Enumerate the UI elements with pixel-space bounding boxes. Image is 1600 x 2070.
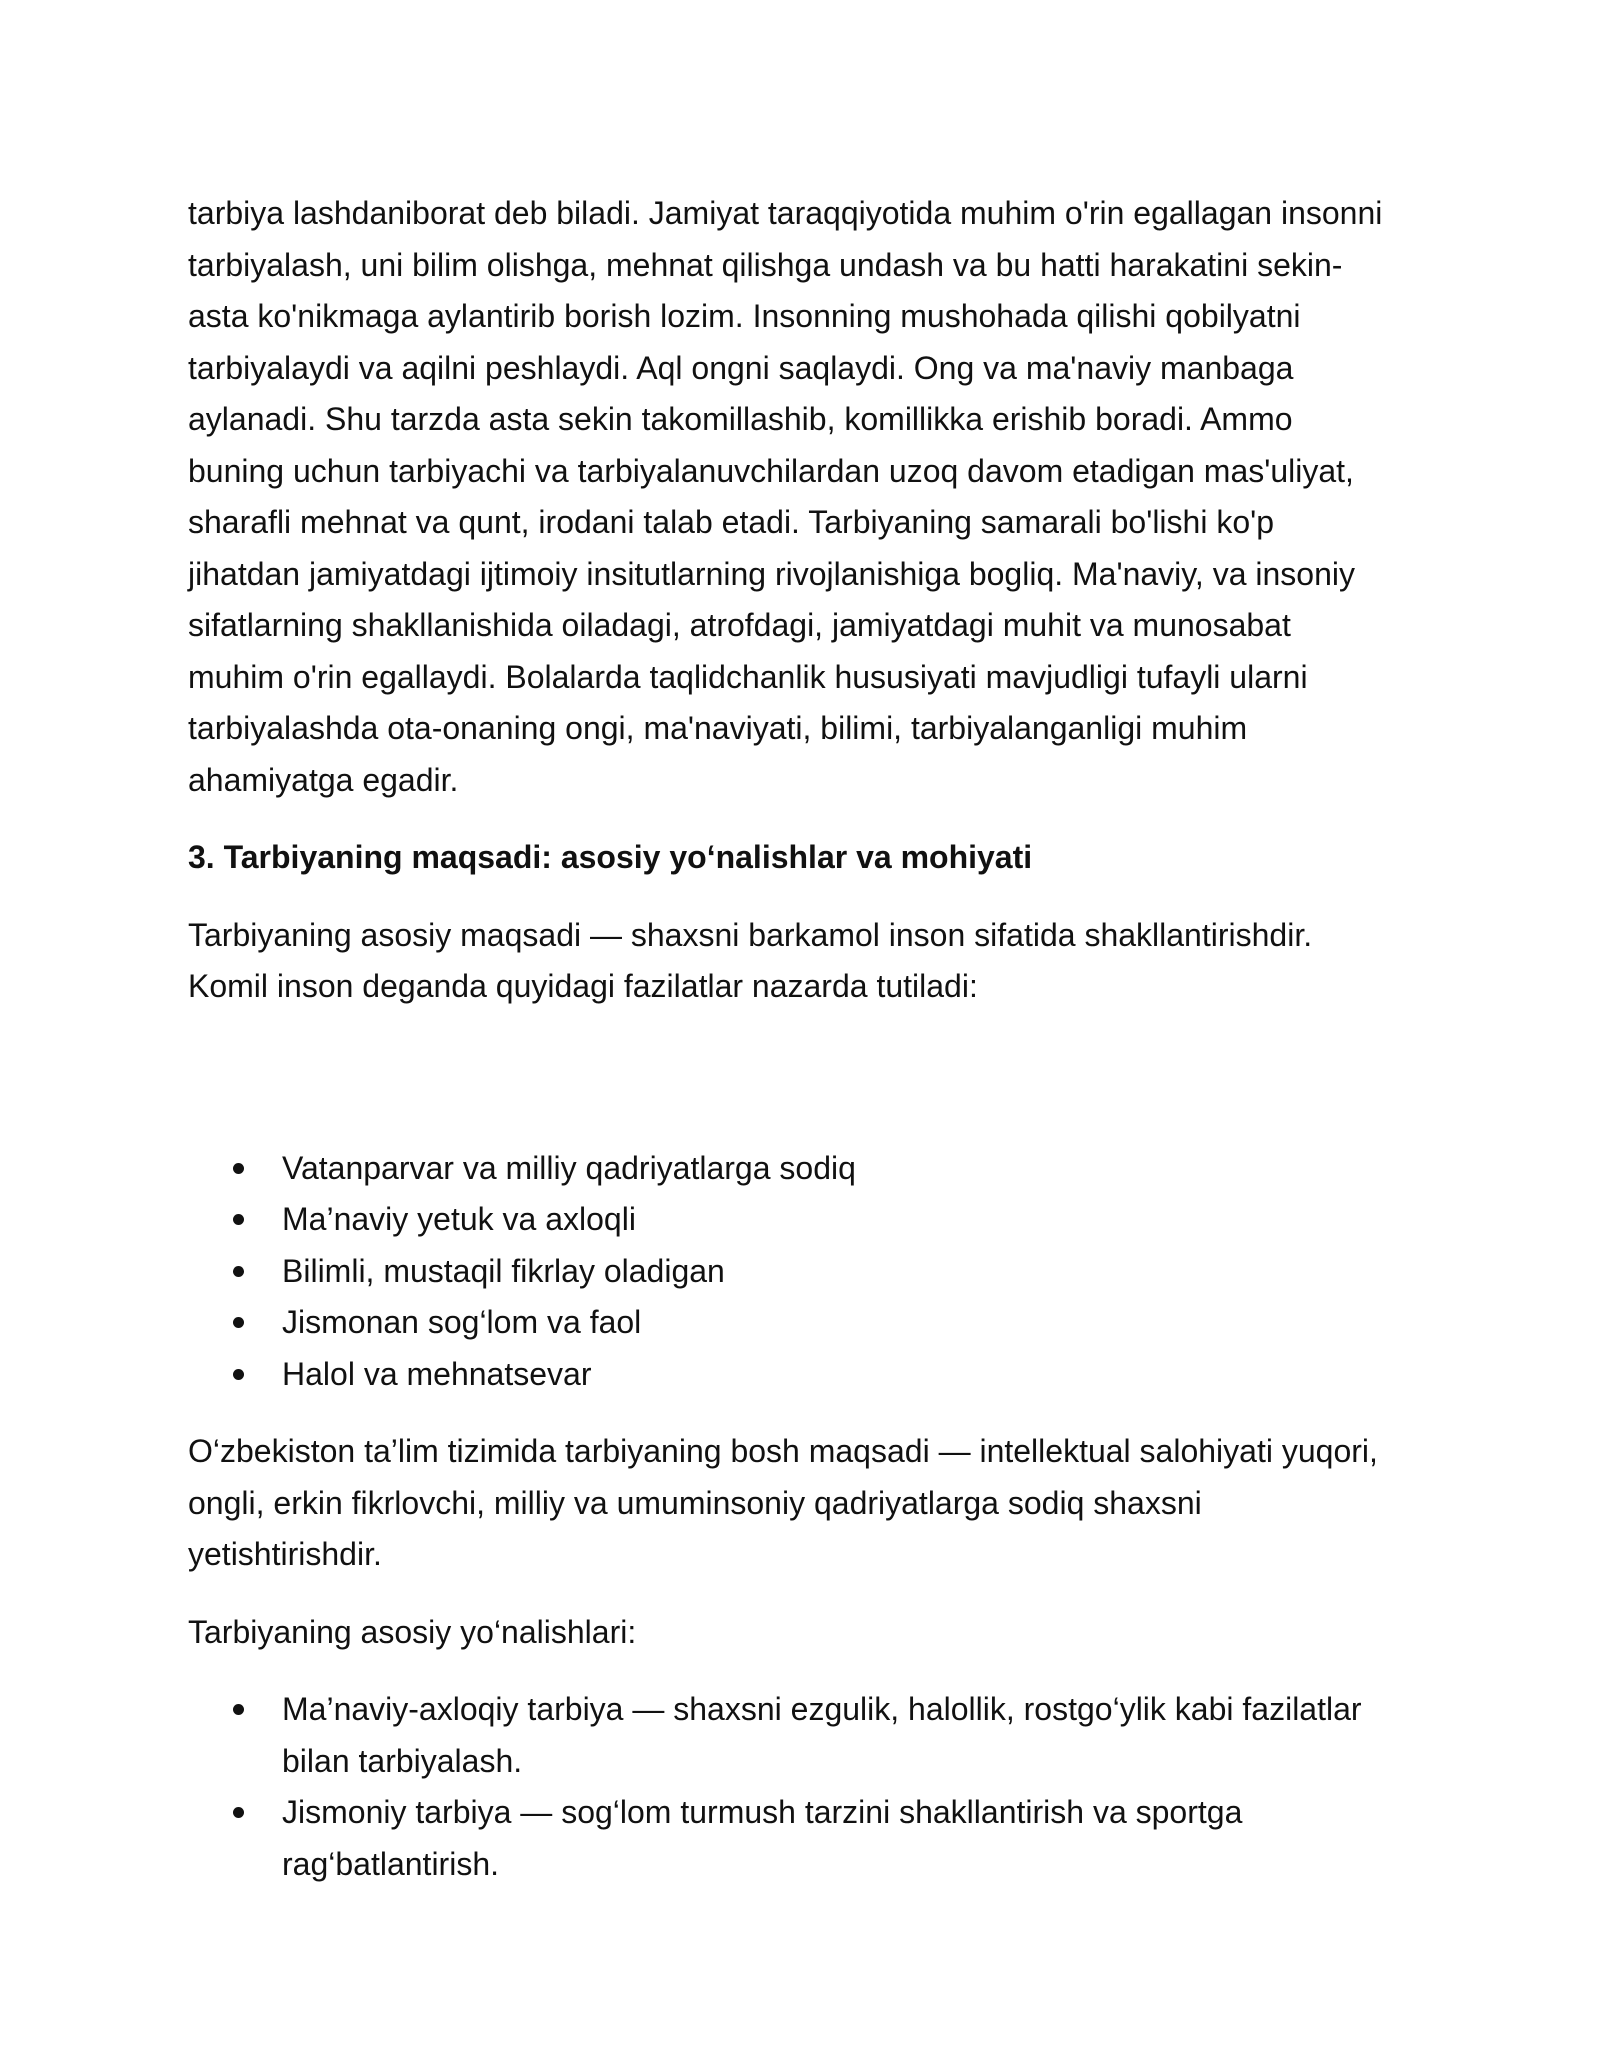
uzbekistan-goal-paragraph: O‘zbekiston ta’lim tizimida tarbiyaning bosh maqsadi — intellektual salohiyati yuqori, ongli, erkin fikrlovchi, milliy va umuminsoniy qadriyatlarga sodiq shaxsni yetishtirishdir. — [188, 1433, 1378, 1572]
bullet-icon — [233, 1163, 244, 1174]
bullet-icon — [233, 1266, 244, 1277]
blank-space — [188, 1039, 1388, 1143]
list-item-text: Halol va mehnatsevar — [282, 1355, 592, 1392]
bullet-icon — [233, 1214, 244, 1225]
list-item-text: Bilimli, mustaqil fikrlay oladigan — [282, 1252, 725, 1289]
goal-paragraph: Tarbiyaning asosiy maqsadi — shaxsni barkamol inson sifatida shakllantirishdir. Komil inson deganda quyidagi fazilatlar nazarda tutiladi: — [188, 916, 1313, 1004]
qualities-list — [188, 1143, 1388, 1401]
list-item-text: Jismoniy tarbiya — sog‘lom turmush tarzini shakllantirish va sportga rag‘batlantirish. — [282, 1794, 1243, 1882]
list-item — [188, 1194, 1388, 1246]
list-item — [188, 1349, 1388, 1401]
list-item — [188, 1787, 1388, 1890]
bullet-icon — [233, 1807, 244, 1818]
list-item-text: Ma’naviy yetuk va axloqli — [282, 1201, 636, 1237]
list-item-text: Ma’naviy-axloqiy tarbiya — shaxsni ezgulik, halollik, rostgo‘ylik kabi fazilatlar bilan tarbiyalash. — [282, 1691, 1362, 1779]
section-heading: 3. Tarbiyaning maqsadi: asosiy yo‘nalishlar va mohiyati — [188, 839, 1033, 875]
list-item — [188, 1297, 1388, 1349]
intro-paragraph: tarbiya lashdaniborat deb biladi. Jamiyat taraqqiyotida muhim o'rin egallagan insonni tarbiyalash, uni bilim olishga, mehnat qilishga undash va bu hatti harakatini sekin-asta ko'nikmaga aylantirib borish lozim. Insonning mushohada qilishi qobilyatni tarbiyalaydi va aqilni peshlaydi. Aql ongni saqlaydi. Ong va ma'naviy manbaga aylanadi. Shu tarzda asta sekin takomillashib, komillikka erishib boradi. Ammo buning uchun tarbiyachi va tarbiyalanuvchilardan uzoq davom etadigan mas'uliyat, sharafli mehnat va qunt, irodani talab etadi. Tarbiyaning samarali bo'lishi ko'p jihatdan jamiyatdagi ijtimoiy insitutlarning rivojlanishiga bogliq. Ma'naviy, va insoniy sifatlarning shakllanishida oiladagi, atrofdagi, jamiyatdagi muhit va munosabat muhim o'rin egallaydi. Bolalarda taqlidchanlik hususiyati mavjudligi tufayli ularni tarbiyalashda ota-onaning ongi, ma'naviyati, bilimi, tarbiyalanganligi muhim ahamiyatga egadir. — [188, 195, 1383, 798]
bullet-icon — [233, 1317, 244, 1328]
list-item-text: Vatanparvar va milliy qadriyatlarga sodiq — [282, 1149, 856, 1186]
directions-list — [188, 1684, 1388, 1890]
document-page — [188, 188, 1388, 1916]
list-item — [188, 1143, 1388, 1195]
bullet-icon — [233, 1704, 244, 1715]
list-item-text: Jismonan sog‘lom va faol — [282, 1304, 642, 1340]
directions-intro: Tarbiyaning asosiy yo‘nalishlari: — [188, 1613, 637, 1650]
list-item — [188, 1246, 1388, 1298]
bullet-icon — [233, 1369, 244, 1380]
list-item — [188, 1684, 1388, 1787]
